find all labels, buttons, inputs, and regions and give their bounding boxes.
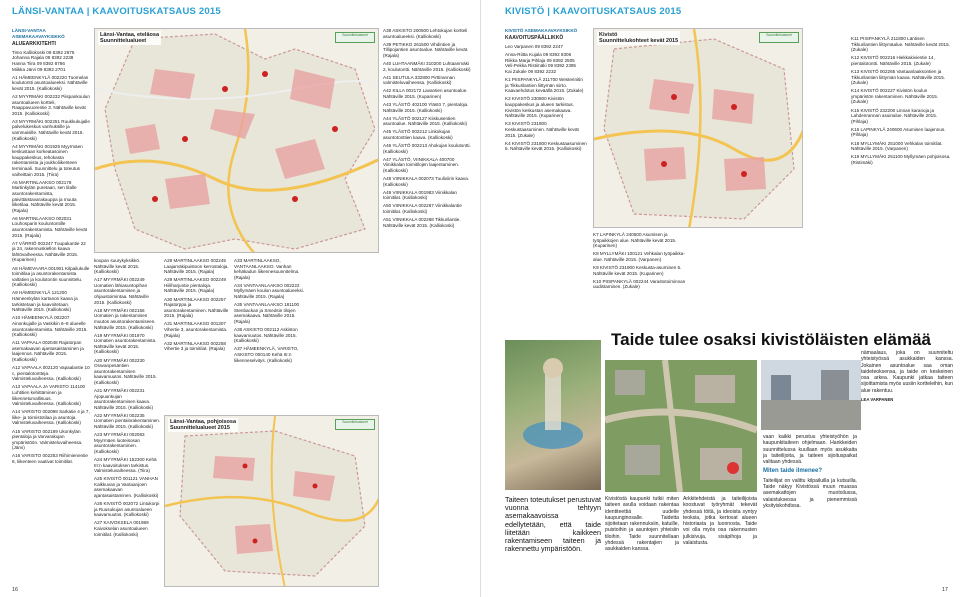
article-col-2 [605,496,679,588]
plan-entry: A44 YLÄSTÖ 002127 Kiiskusentien asuntoalue. Nähtäville 2015. (Kalliokoski) [383,115,468,127]
artwork-graphic [505,340,601,490]
plan-entry: A43 YLÄSTÖ 402100 Ylästö 7, pientaloja. Nähtäville 2015. (Kalliokoski) [383,102,469,113]
plan-entry: A38 ASKISTO 200500 Lehtokujan kortteli asuntoalueeksi. (Kalliokoski) [383,28,468,39]
right-col-3 [851,36,951,336]
plan-entry: A7 VÄRRIÖ 002247 Tuupakantie 22 ja 24, rakennuskiellon kaava lähtövaiheessa. Nähtäville 2015. (Kuparinen) [12,240,86,263]
person: Johanna Rajala 09 8392 2238 [12,55,74,61]
plan-entry: A15 VARISTO 002189 Ukonkylän pientaloja ja Varvarakujan ympäristöön. Valmisteluvaiheessa. (Järvi) [12,428,83,451]
person: Veli-Pekka Ristimäki 09 8392 2395 [505,63,576,69]
plan-entry: K18 MYLLYMÄKI 251000 Vehkalan toimitilat. Nähtäville 2015. (Varpanen) [851,140,943,152]
plan-entry: K3 KIVISTÖ 231800 Keskustaasuminen. Nähtäville kevät 2015. (Zukale) [505,121,579,138]
map-south [94,28,379,253]
architect-label: KAAVOITUSPÄÄLLIKKÖ [505,35,564,42]
article-col-3 [683,496,757,588]
plan-entry: K16 LAPINKYLÄ 240600 Asumisen laajennus. (Pihlaja) [851,126,946,138]
plan-entry: A49 VIINIKKALA 001983 Viinikkalan toimitilat. (Kalliokoski) [383,189,457,201]
article-subhead: Miten taide ilmenee? [763,468,823,475]
plan-entry: A37 HÄMEENKYLÄ, VARISTO, ASKISTO 000140 Kehä III:n liikenneselvitys. (Kalliokoski) [234,346,299,363]
article-col-5 [861,350,953,588]
plan-entry: A17 MYYRMÄKI 002249 Uomatien lähiasuntopihan asuntorakentamisen ja ohjaustoimintaa. Nähtäville 2015. (Kalliokoski) [94,277,149,305]
person: Miikka Järvi 09 8392 2701 [12,66,66,72]
plan-entry: A24 MYYRMÄKI 152300 Kehä III:n kaavoituksen tarkistus. Valmisteluvaiheessa. (Tiira) [94,457,157,474]
left-col-4 [234,258,306,413]
article-col-1 [505,496,601,588]
article-paragraph: Taiteilijat on valittu kilpailuilla ja kutsuilla. Taide näkyy Kivistössä muun muassa asemakattojen muotoilussa, valaistuksessa ja pienemmissä yksityiskohdissa. [763,477,857,509]
left-col-3 [164,258,231,413]
plan-entry: A18 MYYRMÄKI 002156 Uomatien ja rakentamisen muutos asuntorakentamiseen. Nähtäville 2015. (Kalliokoski) [94,307,156,330]
plan-entry: A27 KAIVOKSELA 001989 Kaivokselan asuntoalueen toimitilat. (Kalliokoski) [94,520,149,537]
plan-entry: A34 VANTAANLAAKSO 002222 Myllymäen koulun asuntoalueeksi. Nähtäville 2015. (Rajala) [234,282,304,300]
right-page [480,0,960,597]
plan-entry: A3 MYYRMÄKI 002251 Ruukkukujalle palvelukeskus vanhuksille ja vammaisille. Nähtäville kevät 2015. (Kalliokoski) [12,118,90,141]
left-col-2 [94,258,161,588]
plan-entry: A48 VIINIKKALA 002073 Tuuliviirin kaava. (Kalliokoski) [383,176,470,187]
plan-entry: A50 VIINIKKALA 002267 Viinikkalantie toimitilat. (Kalliokoski) [383,203,462,215]
aerial-photo [605,360,757,492]
plan-entry: K15 KIVISTÖ 232200 Linnan karanoja ja Lahdenrannan asuinalue. Nähtäville 2015. (Pihlaja) [851,107,938,124]
article-paragraph: Kivistöstä kaupunki tutkii miten taiteen avulla voidaan rakentaa identiteettiä uudelle kaupunginosalle. Taidetta sijoitetaan rakennuksiin, katuille, puistoihin ja asuntojen yhteisiin tiloihin. Taide suunnitellaan yhdessä rakentajien ja asukkaiden kanssa. [605,496,679,553]
left-col-5 [383,28,471,588]
plan-entry: A39 PETIKKO 261500 Vihdintien ja Tillipojantien asuntoalue. Nähtäville kevät. (Rajala) [383,41,469,58]
plan-entry: K4 KIVISTÖ 231800 Keskustaasuminen 5. Nähtäville kevät 2015. (Kalliokoski) [505,140,587,152]
page-header: KIVISTÖ | KAAVOITUSKATSAUS 2015 [505,6,682,17]
plan-entry: A1 HÄMEENKYLÄ 002220 Tuomelan koulutontti asuntoalueeksi. Nähtäville kevät 2015. (Kalliokoski) [12,74,89,91]
plan-entry: A12 VAPAALA 002120 Vapaalantie 10 c, pientalotontteja. Valmisteluvaiheessa. (Kalliokoski) [12,365,90,382]
map-graphic [95,29,379,253]
person: Anna-Riitta Kujala 09 8392 9306 [505,52,572,58]
team-title: LÄNSI-VANTAA ASEMAKAAVAYKSIKKÖ [12,28,65,39]
plan-entry: koupan suurykyksikkö. Nähtäville kevät 2015. (Kalliokoski) [94,258,141,275]
page-number: 17 [941,587,948,593]
plan-entry: A4 MYYRMÄKI 001925 Myyrmäen keskustaan korkeatasoinen kauppakeskus, tehokasta rakentamista ja joukkoliikenteen terminaali. Suunnittelu ja toteutus vaiheittain 2015. (Tiira) [12,143,83,177]
article-paragraph: vaan kaikki perustuu yhteistyöhön ja kaupunkitaiteen ohjelmaan. Hankkeiden suunnittelussa kuullaan myös asukkaita ja taiteilijoita, ja taiteen sijoituspaikat valitaan yhdessä. [763,434,857,466]
map-legend: Suunnittelualueet [335,419,375,430]
plan-entry: K1 PIISPANKYLÄ 211700 Westerinitin ja Tikkurilantien liittymän siirto. Kaavaehdotus keväällä 2015. (Zukale) [505,77,584,94]
plan-entry: A11 VAPAALA 002048 Rajatorpan asemakaavan ajantasaistaminen ja laajennus. Nähtäville 2015. (Kalliokoski) [12,340,84,362]
architect-label: ALUEARKKITEHTI [12,40,56,47]
art-photo [505,340,601,490]
page-header: LÄNSI-VANTAA | KAAVOITUSKATSAUS 2015 [12,6,221,17]
plan-entry: A8 HÄMEVAARA 001901 Kilpailukulle toimitilaa ja asuntorakentamista valtatien ja koulutontin suunnittelu. (Kalliokoski) [12,265,90,288]
article-headline: Taide tulee osaksi kivistöläisten elämää [611,330,932,349]
plan-entry: A16 VARISTO 002253 Riihimienentie 8, liikenteen vaativat toimitilat. [12,453,88,464]
left-col-1 [12,28,90,588]
plan-entry: K2 KIVISTÖ 230800 Kivistön kauppakeskus ja alueen tarkistus. Kivistön keskustan asemakaava. Nähtäville 2015. (Kuparinen) [505,96,574,119]
plan-entry: A19 MYYRMÄKI 001970 Uomatien asuntorakentamista. Nähtäville kevät 2015. (Kalliokoski) [94,332,157,355]
plan-entry: A36 ASKISTO 002112 Askiston kaavamuutos. Nähtäville 2015. (Kalliokoski) [234,327,298,344]
plan-entry: K10 PIISPANKYLÄ 002244 Varastotoiminnan uudistaminen. (Zukale) [593,278,686,290]
plan-entry: A20 MYYRMÄKI 002230 Oravanpesäntien asuntorakentamisen kaavamuutos. Nähtäville 2015. (Kalliokoski) [94,357,157,385]
plan-entry: A28 MARTINLAAKSO 002245 Laajamäkipuistoon kerrostaloja. Nähtäville 2015. (Rajala) [164,258,229,275]
plan-entry: A14 VARISTO 002098 Sarkatie 4 ja 7, liike- ja toimistotilaa ja asuntoja. Valmisteluvaiheessa. (Kalliokoski) [12,409,90,426]
plan-entry: K8 MYLLYMÄKI 100121 Vehkalan työpaikka-alue. Nähtäville 2015. (Varpanen) [593,251,685,262]
plan-entry: A45 YLÄSTÖ 002212 Linkokujan asuntotonttien kaava. (Kalliokoski) [383,129,453,140]
plan-entry: A13 VAPAALA JA VARISTO 114100 Luhtitien kehittäminen ja liikenneturvallisuus. Valmisteluvaiheessa. (Kalliokoski) [12,384,86,407]
plan-entry: A35 VANTAANLAAKSO 181100 Stenbackan ja Smedsin tilojen asemakaava. Nähtäville 2015. (Rajala) [234,302,300,324]
plan-entry: K9 KIVISTÖ 231900 Keskusta-asuminen 6. Nähtäville kevät 2015. (Kuparinen) [593,264,682,276]
person: Kai Zukale 09 8392 2232 [505,69,557,75]
page-number: 16 [12,587,19,593]
plan-entry: A31 MARTINLAAKSO 001307 Vihertie 3, asuntorakentamista. (Rajala) [164,321,228,338]
plan-entry: K13 KIVISTÖ 002265 Vantaanlaaksontien ja Tikkurilantien liittymän kaava. Nähtäville 2015. (Zukale) [851,68,946,86]
aerial-graphic [605,360,757,492]
plan-entry: A6 MARTINLAAKSO 002031 Louhosparin kouluntontille asuntorakentamista. Nähtäville kevät 2015. (Rajala) [12,215,88,238]
right-col-2 [593,232,693,302]
plan-entry: A26 KIVISTÖ 002072 Lintukorpi ja Ruusukujan asuntoalueen kaavamuutos. (Kalliokoski) [94,501,160,518]
person: Timo Kalliokoski 09 8392 2675 [12,49,75,55]
article-paragraph: Arkkitehdeistä ja taiteilijoista koostuvat työryhmät tekevät yhdessä töitä, ja ideoista syntyy teoksia, jotka kertovat alueen historiasta ja luonnosta. Taide voi olla myös osa rakennusten julkisivuja, sisäpihoja ja valaistusta. [683,496,757,547]
map-title: Länsi-Vantaa, pohjoisosa Suunnittelualueet 2015 [170,419,237,431]
plan-entry: K14 KIVISTÖ 002227 Kivistön koulun ympäristön rakentaminen. Nähtäville 2015. (Zukale) [851,88,939,105]
map-kivisto [593,28,803,228]
plan-entry: A21 MYYRMÄKI 002231 Ajopuunkujan asuntorakentamisen kaava. Nähtäville 2015. (Kalliokoski) [94,387,153,410]
article-col-4 [763,434,857,588]
map-north [164,415,379,587]
plan-entry: A9 HÄMEENKYLÄ 121200 Hämeenkylän kartanon kaava ja tarkistetaan ja kaavoitetaan. Nähtäville 2015. (Kalliokoski) [12,290,78,313]
plan-entry: A41 SEUTULA 332800 Pirttirannan valmisteluvaiheessa. (Kalliokoski) [383,74,455,86]
plan-entry: A32 MARTINLAAKSO 002258 Vihertie 3 ja toimitilat. (Rajala) [164,340,226,352]
architect: Leo Varpanen 09 8392 2247 [505,44,563,50]
plan-entry: A5 MARTINLAAKSO 002178 Martinkylän puretaan, sen tilalle asuntorakentamista, päivittäistavarakauppa ja muuta liiketilaa. Nähtäville kevät 2015. (Rajala) [12,179,77,213]
plan-entry: A22 MYYRMÄKI 002235 Uomatien pientalorakentaminen. Nähtäville 2015. (Kalliokoski) [94,412,161,430]
plan-entry: K19 MYLLYMÄKI 251100 Myllymäen pohjoisosa. (Ristimäki) [851,154,951,165]
map-legend: Suunnittelualueet [759,32,799,43]
entry-list [12,75,90,465]
plan-entry: A47 YLÄSTÖ, VIINIKKALA 400700 Viinikkalan toimitilojen laajentaminen. (Kalliokoski) [383,156,460,173]
plan-entry: K7 LAPINKYLÄ 240500 Asumisen ja työpaikkojen alue. Nähtäville kevät 2015. (Kuparinen) [593,232,677,249]
map-legend: Suunnittelualueet [335,32,375,43]
plan-entry: A29 MARTINLAAKSO 002249 Hiiliharjuntie pientaloja. Nähtäville 2015. (Rajala) [164,277,226,294]
person: Riikka Marja Pihlaja 09 8392 2505 [505,57,575,63]
street-graphic [761,360,861,430]
map-graphic [594,29,803,228]
plan-entry: A30 MARTINLAAKSO 002257 Rajatorppa ja asuntorakentaminen. Nähtäville 2015. (Rajala) [164,296,229,319]
plan-entry: A42 KILLA 002172 Lavantien asuntoalue. Nähtäville 2015. (Kuparinen) [383,88,468,99]
plan-entry: K11 PIISPANKYLÄ 211800 Läntisen Tikkurilantien liittymäalue. Nähtäville kevät 2015. (Zukale) [851,36,950,53]
person: Hanna Tiira 09 8392 8786 [12,60,65,66]
right-col-1 [505,28,587,298]
plan-entry: A25 KIVISTÖ 001121 VANHAN Kalkkuvan ja Vantaanjoen asemakaavan ajantasaistaminen. (Kalliokoski) [94,476,159,499]
article-paragraph: nämaalaus, joka on suunniteltu yhteistyössä asukkaiden kanssa. Jokainen asuntoalue saa oman taideteoksensa, ja taide on keskeinen osa arkea. Kaupunki jatkaa taiteen sijoittamista myös uusiin kortteleihin, kun alue rakentuu. [861,350,953,394]
article-signature: LEA VARPANEN [861,397,894,403]
plan-entry: K12 KIVISTÖ 002216 Hiekkakivientie 14, pientalotontti. Nähtäville 2015. (Zukale) [851,55,935,66]
plan-entry: A33 MARTINLAAKSO, VANTAANLAAKSO. Vanhan kehäkadun liikennesuunnitelma. (Rajala) [234,258,300,280]
plan-entry: A2 MYYRMÄKI 002232 Piispankoulun asuntoalueen kortteli, Raappavuorentie 3. Nähtäville kevät 2015. (Kalliokoski) [12,93,90,116]
plan-entry: A40 LUHTAANMÄKI 310200 Luhtaanmäki 2, koulutontti. Nähtäville 2015. (Kalliokoski) [383,60,471,72]
team-title: KIVISTÖ ASEMAKAAVAYKSIKKÖ [505,28,578,33]
plan-entry: A23 MYYRMÄKI 002083 Myyrmäen luoteisosan asuntorakentaminen. (Kalliokoski) [94,432,145,454]
map-graphic [165,416,379,587]
plan-entry: A46 YLÄSTÖ 002213 Ahokujan koulutontti. (Kalliokoski) [383,143,471,154]
map-title: Länsi-Vantaa, eteläosa Suunnittelualueet [100,32,159,44]
map-title: Kivistö Suunnittelukohteet kevät 2015 [599,32,679,44]
street-photo [761,360,861,430]
plan-entry: A51 VIINIKKALA 002268 Tikkurilantie. Nähtäville kevät 2015. (Kalliokoski) [383,217,461,228]
plan-entry: A10 HÄMEENKYLÄ 002207 Ainonkujalle ja Vaskikin 6–8 alueelle asuntorakentamista. Nähtäville 2015. (Kalliokoski) [12,315,88,338]
article-lead: Taiteen toteutukset perustuvat vuonna tehtyyn asemakaavoissa edellytetään, että taide liitetään kaikkeen rakentamiseen taiteen ja rakennettu ympäristöön. [505,496,601,554]
